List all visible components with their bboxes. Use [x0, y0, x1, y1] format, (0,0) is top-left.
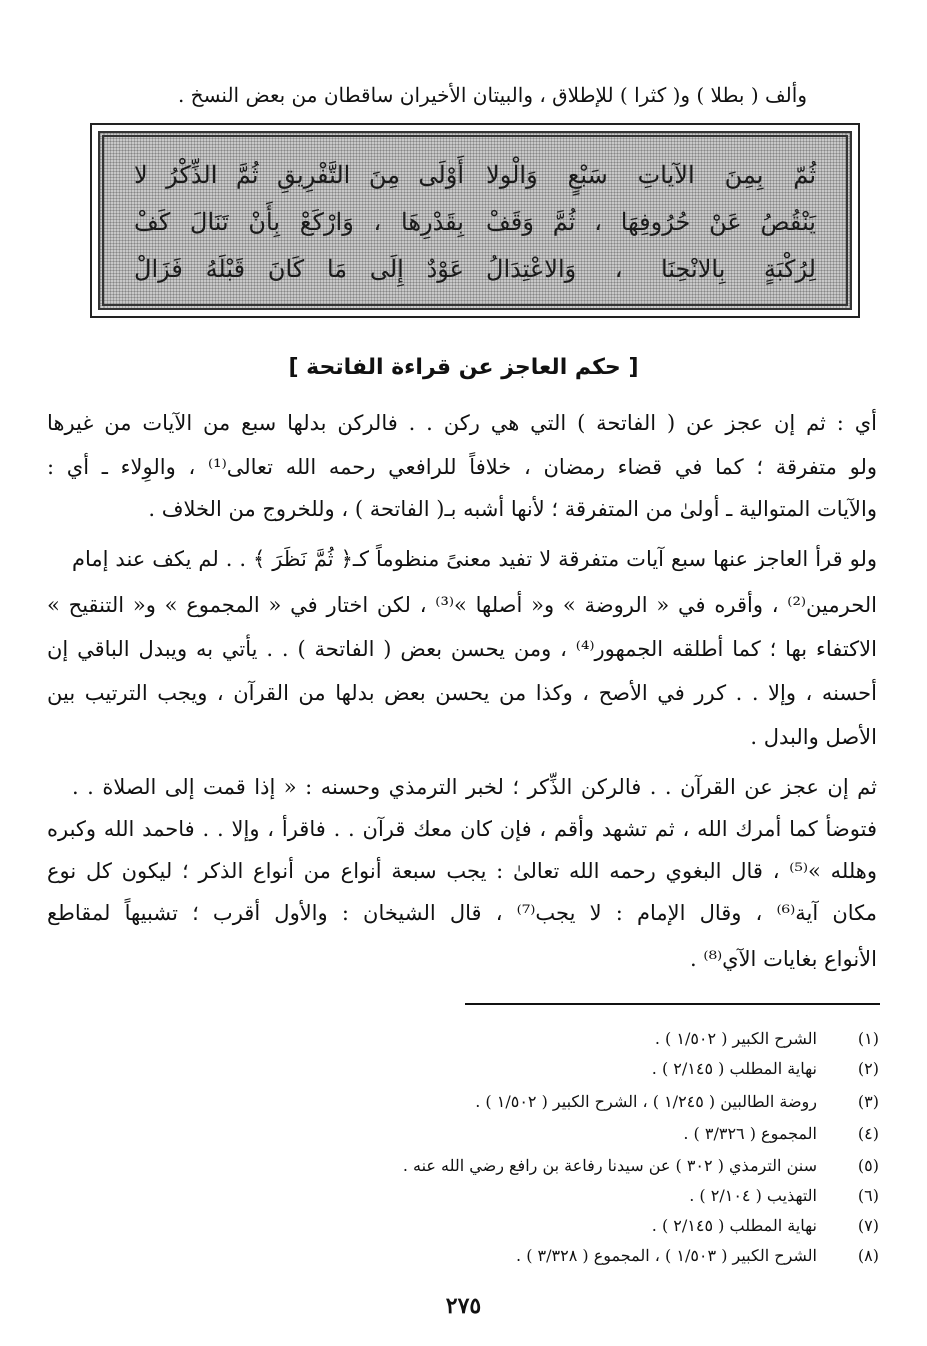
- verse-1-second-hemistich: أَوْلَى مِنَ التَّفْرِيقِ ثُمَّ الذِّكْرُ لا: [134, 161, 464, 189]
- body-line-11: وهلله »⁽⁵⁾ ، قال البغوي رحمه الله تعالىٰ : يجب سبعة أنواع من أنواع الذكر ؛ ليكون كل نوع: [47, 859, 877, 883]
- body-line-4: ولو قرأ العاجز عنها سبع آيات متفرقة لا تفيد معنىً منظوماً كـ﴿ ثُمَّ نَظَرَ ﴾ . . لم يكف عند إمام: [72, 547, 877, 571]
- verse-2-second-hemistich: بِقَدْرِهَا ، وَارْكَعْ بِأَنْ تَنَالَ كَفْ: [134, 208, 464, 236]
- footnote-text: الشرح الكبير ( ١/٥٠٢ ) .: [654, 1029, 817, 1048]
- footnote-number: (٣): [857, 1092, 879, 1111]
- footnote-text: نهاية المطلب ( ٢/١٤٥ ) .: [651, 1059, 817, 1078]
- footnote-1: [79, 1024, 879, 1054]
- footnote-number: (٧): [857, 1216, 879, 1235]
- verse-1-first-hemistich: ثُمّ بِمِنَ الآياتِ سَبْعٍ وَالْولا: [486, 161, 816, 189]
- footnote-number: (١): [857, 1029, 879, 1048]
- body-line-5: الحرمين⁽²⁾ ، وأقره في « الروضة » و« أصلها »⁽³⁾ ، لكن اختار في « المجموع » و« التنقيح »: [47, 593, 877, 617]
- footnote-number: (٥): [857, 1156, 879, 1175]
- footnote-4: [79, 1119, 879, 1149]
- body-line-13: الأنواع بغايات الآي⁽⁸⁾ .: [690, 947, 877, 971]
- footnote-3: [79, 1087, 879, 1117]
- section-heading: [ حكم العاجز عن قراءة الفاتحة ]: [288, 355, 639, 380]
- body-line-1: أي : ثم إن عجز عن ( الفاتحة ) التي هي ركن . . فالركن بدلها سبع من الآيات من غيرها: [47, 411, 877, 435]
- footnote-text: روضة الطالبين ( ١/٢٤٥ ) ، الشرح الكبير ( ١/٥٠٢ ) .: [475, 1092, 817, 1111]
- footnote-text: الشرح الكبير ( ١/٥٠٣ ) ، المجموع ( ٣/٣٢٨ ) .: [516, 1246, 817, 1265]
- page-number: ٢٧٥: [445, 1293, 482, 1319]
- footnote-text: المجموع ( ٣/٣٢٦ ) .: [683, 1124, 817, 1143]
- verse-3-second-hemistich: عَوْدٌ إِلَى مَا كَانَ قَبْلَهُ فَزَالْ: [134, 255, 464, 283]
- body-line-12: مكان آية⁽⁶⁾ ، وقال الإمام : لا يجب⁽⁷⁾ ، قال الشيخان : والأول أقرب ؛ تشبيهاً لمقاطع: [47, 901, 877, 925]
- body-line-6: الاكتفاء بها ؛ كما أطلقه الجمهور⁽⁴⁾ ، ومن يحسن بعض ( الفاتحة ) . . يأتي به ويبدل الباقي إن: [47, 637, 877, 661]
- footnote-number: (٢): [857, 1059, 879, 1078]
- footnote-text: نهاية المطلب ( ٢/١٤٥ ) .: [651, 1216, 817, 1235]
- footnote-8: [79, 1241, 879, 1271]
- footnote-5: [79, 1151, 879, 1181]
- body-line-9: ثم إن عجز عن القرآن . . فالركن الذِّكر ؛ لخبر الترمذي وحسنه : « إذا قمت إلى الصلاة . .: [72, 775, 877, 799]
- verse-3-first-hemistich: لِرُكْبَةٍ بِالانْحِنَا ، وَالاعْتِدَالُ: [486, 255, 816, 283]
- poem-box: [90, 123, 860, 318]
- body-line-2: ولو متفرقة ؛ كما في قضاء رمضان ، خلافاً للرافعي رحمه الله تعالى⁽¹⁾ ، والوِلاء ـ أي :: [47, 455, 877, 479]
- top-note: وألف ( بطلا ) و( كثرا ) للإطلاق ، والبيتان الأخيران ساقطان من بعض النسخ .: [177, 83, 807, 107]
- footnote-6: [79, 1181, 879, 1211]
- footnote-text: التهذيب ( ٢/١٠٤ ) .: [689, 1186, 817, 1205]
- footnote-7: [79, 1211, 879, 1241]
- footnote-number: (٨): [857, 1246, 879, 1265]
- verse-2-first-hemistich: يَنْقُصُ عَنْ حُرُوفِهَا ، ثُمَّ وَقَفْ: [486, 208, 816, 236]
- footnote-text: سنن الترمذي ( ٣٠٢ ) عن سيدنا رفاعة بن رافع رضي الله عنه .: [402, 1156, 817, 1175]
- body-line-8: الأصل والبدل .: [750, 725, 877, 749]
- footnote-number: (٤): [857, 1124, 879, 1143]
- poem-frame: [98, 131, 852, 310]
- footnote-separator: [465, 1003, 880, 1005]
- footnote-number: (٦): [857, 1186, 879, 1205]
- verse-3: [134, 247, 816, 291]
- body-line-10: فتوضأ كما أمرك الله ، ثم تشهد وأقم ، فإن كان معك قرآن . . فاقرأ ، وإلا . . فاحمد الله وكبره: [47, 817, 877, 841]
- footnote-2: [79, 1054, 879, 1084]
- body-line-7: أحسنه ، وإلا . . كرر في الأصح ، وكذا من يحسن بعض بدلها من القرآن ، ويجب الترتيب بين: [47, 681, 877, 705]
- verse-2: [134, 200, 816, 244]
- verse-1: [134, 153, 816, 197]
- body-line-3: والآيات المتوالية ـ أولىٰ من المتفرقة ؛ لأنها أشبه بـ( الفاتحة ) ، وللخروج من الخلاف .: [148, 497, 877, 521]
